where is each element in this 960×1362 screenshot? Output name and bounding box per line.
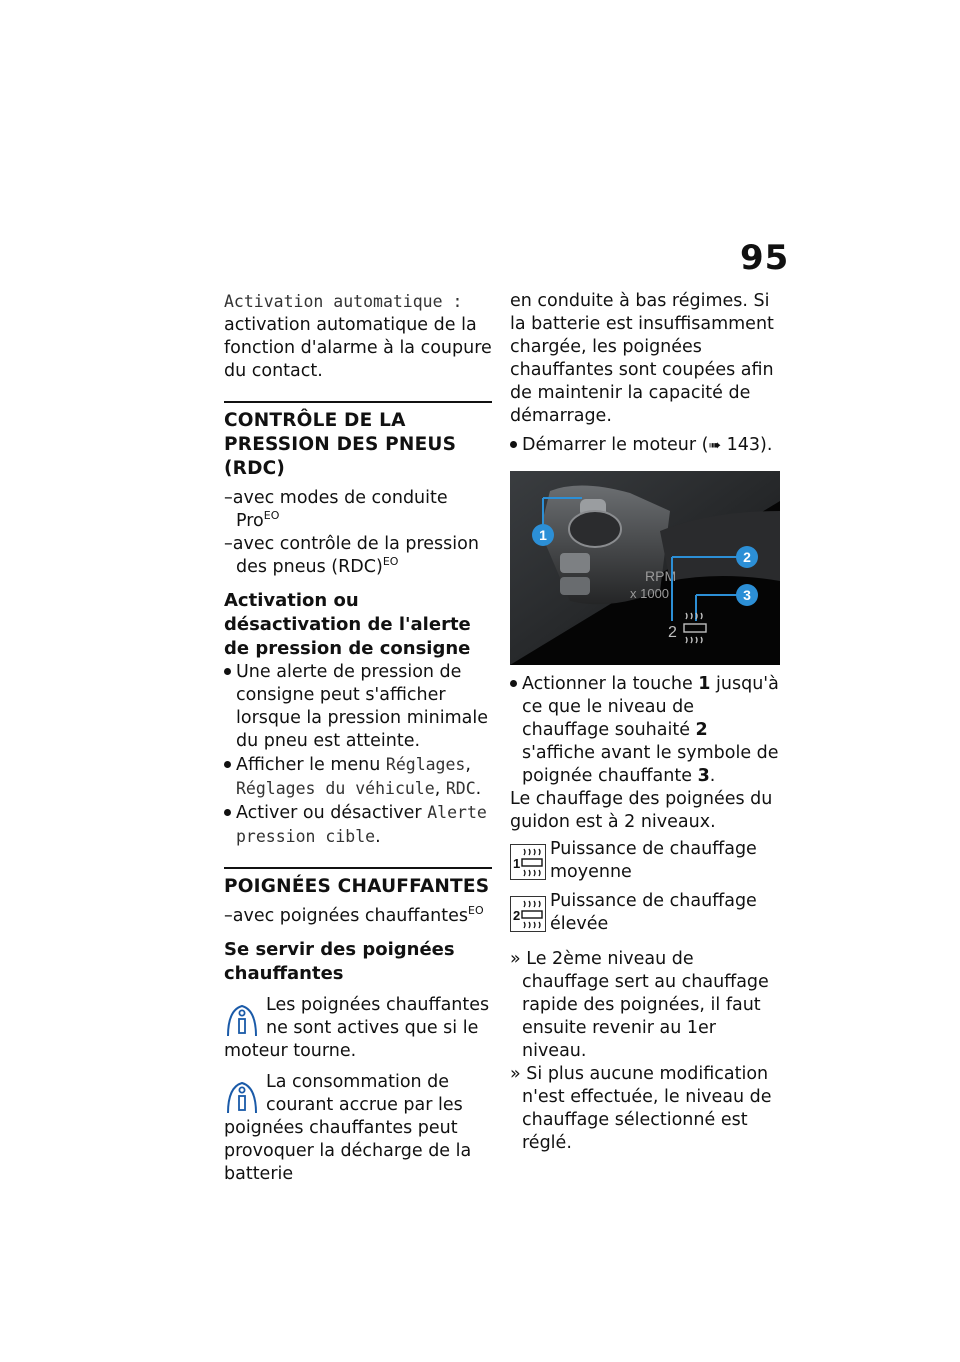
levels-intro: Le chauffage des poignées du guidon est à 2 niveaux. xyxy=(510,789,773,832)
page-number: 95 xyxy=(740,238,790,278)
heating-level-row xyxy=(510,838,782,886)
svg-text:3: 3 xyxy=(743,587,751,603)
right-column xyxy=(510,290,782,1155)
rpm-label: RPM xyxy=(645,568,677,584)
rpm-unit-label: x 1000 xyxy=(630,586,670,601)
section-divider xyxy=(224,867,492,869)
info-icon xyxy=(224,998,260,1040)
subsection-title-use: Se servir des poignées chauffantes xyxy=(224,939,455,984)
continued-paragraph: en conduite à bas régimes. Si la batterie est insuffisamment chargée, les poignées chauffantes sont coupées afin de maintenir la capacité de démarrage. xyxy=(510,291,774,426)
svg-text:2: 2 xyxy=(743,549,751,565)
bullet-icon xyxy=(510,441,517,448)
instruction-bullet: Afficher le menu Réglages, Réglages du véhicule, RDC. xyxy=(224,753,492,801)
instruction-bullet: Démarrer le moteur (➠ 143). xyxy=(510,434,782,457)
svg-text:2: 2 xyxy=(513,908,521,923)
info-note: La consommation de courant accrue par les poignées chauffantes peut provoquer la décharge de la batterie xyxy=(224,1072,472,1184)
equipment-item: –avec modes de conduite Pro$^{EO}$ xyxy=(224,488,448,531)
intro-menu-path: Activation automatique : xyxy=(224,292,463,311)
section-title-rdc: CONTRÔLE DE LA PRESSION DES PNEUS (RDC) xyxy=(224,410,457,479)
switch-button xyxy=(560,577,590,595)
heated-grip-level1-icon xyxy=(510,844,546,880)
instruction-bullet: Activer ou désactiver Alerte pression cible. xyxy=(224,801,492,849)
heating-level-display: 2 xyxy=(668,624,677,641)
page-reference: 143 xyxy=(726,435,761,455)
heating-level-label: Puissance de chauffage moyenne xyxy=(550,839,757,882)
equipment-item: –avec contrôle de la pression des pneus (RDC)$^{EO}$ xyxy=(224,534,479,577)
bullet-icon xyxy=(224,809,231,816)
section-title-heated-grips: POIGNÉES CHAUFFANTES xyxy=(224,876,490,897)
svg-text:1: 1 xyxy=(513,856,521,871)
heated-grip-level2-icon xyxy=(510,896,546,932)
switch-button xyxy=(560,553,590,573)
instruction-bullet: Une alerte de pression de consigne peut s'afficher lorsque la pression minimale du pneu est atteinte. xyxy=(224,661,492,753)
intro-paragraph xyxy=(224,290,492,383)
result-item: » Si plus aucune modification n'est effectuée, le niveau de chauffage sélectionné est réglé. xyxy=(510,1064,772,1153)
bullet-icon xyxy=(510,680,517,687)
section-divider xyxy=(224,401,492,403)
left-column xyxy=(224,290,492,1186)
subsection-title-alert: Activation ou désactivation de l'alerte de pression de consigne xyxy=(224,590,471,659)
handlebar-figure xyxy=(510,471,780,665)
svg-text:1: 1 xyxy=(539,527,547,543)
handlebar-photo xyxy=(510,471,780,665)
heating-level-row xyxy=(510,890,782,938)
info-note: Les poignées chauffantes ne sont actives que si le moteur tourne. xyxy=(224,995,490,1061)
intro-text: activation automatique de la fonction d'alarme à la coupure du contact. xyxy=(224,315,492,381)
instruction-bullet: Actionner la touche 1 jusqu'à ce que le niveau de chauffage souhaité 2 s'affiche avant le symbole de poignée chauffante 3. xyxy=(510,673,782,788)
bullet-icon xyxy=(224,761,231,768)
heating-level-label: Puissance de chauffage élevée xyxy=(550,891,757,934)
arrow-icon: ➠ xyxy=(708,436,722,454)
equipment-item: –avec poignées chauffantes$^{EO}$ xyxy=(224,904,484,926)
rotary-controller xyxy=(569,511,621,547)
bullet-icon xyxy=(224,668,231,675)
info-icon xyxy=(224,1075,260,1117)
result-item: » Le 2ème niveau de chauffage sert au chauffage rapide des poignées, il faut ensuite revenir au 1er niveau. xyxy=(510,949,769,1061)
